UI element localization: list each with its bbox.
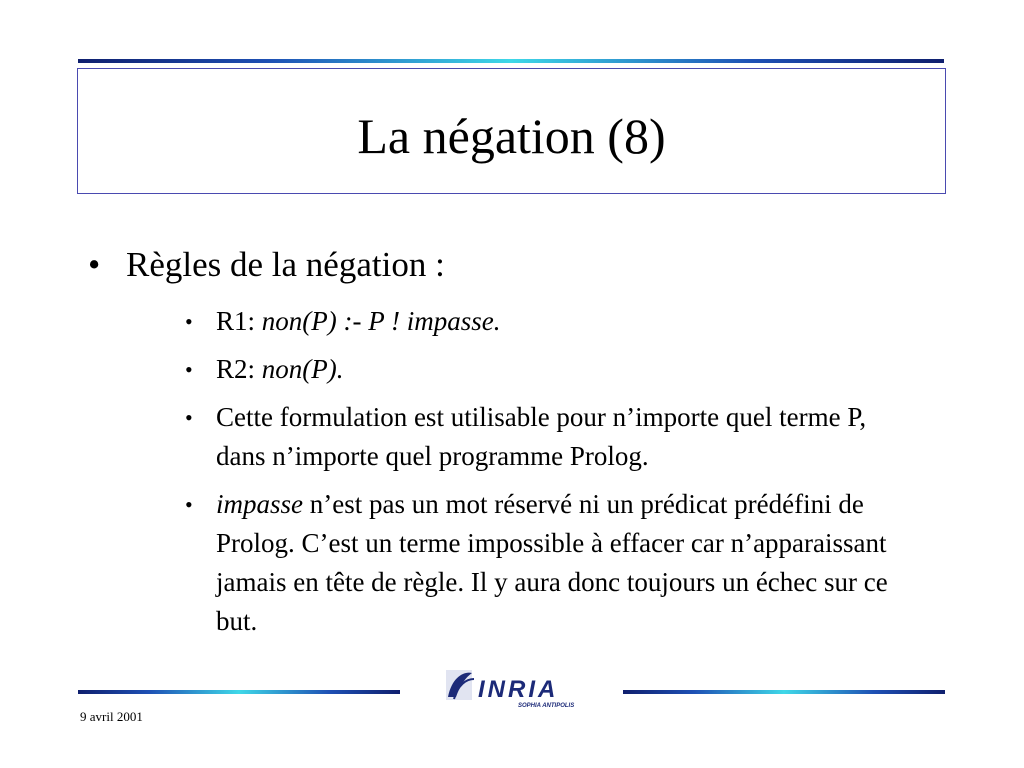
main-bullet-item <box>88 242 948 288</box>
main-bullet-text: Règles de la négation : <box>126 245 445 284</box>
r1-label: R1: <box>216 306 262 336</box>
bullet-icon: • <box>185 492 193 517</box>
bottom-divider-left <box>78 690 400 694</box>
inria-wordmark: INRIA <box>478 676 559 703</box>
sub-bullet-r1 <box>185 302 915 341</box>
bullet-icon: • <box>185 357 193 382</box>
inria-subtitle: SOPHIA ANTIPOLIS <box>518 703 575 709</box>
title-box <box>77 68 946 194</box>
slide-title: La négation (8) <box>357 108 666 164</box>
r2-label: R2: <box>216 354 262 384</box>
r2-rule: non(P). <box>261 354 344 384</box>
sub-bullet-formulation <box>185 398 915 476</box>
bullet-icon: • <box>88 245 101 284</box>
sub-bullet-list <box>185 302 915 641</box>
sub-bullet-r2 <box>185 350 915 389</box>
slide-body <box>88 242 948 650</box>
bottom-divider-right <box>623 690 945 694</box>
bullet-icon: • <box>185 405 193 430</box>
r1-rule: non(P) :- P ! impasse. <box>261 306 501 336</box>
impasse-term: impasse <box>216 489 303 519</box>
formulation-text: Cette formulation est utilisable pour n’importe quel terme P, dans n’importe quel programme Prolog. <box>216 402 867 471</box>
top-divider <box>78 59 944 63</box>
bullet-icon: • <box>185 309 193 334</box>
sub-bullet-impasse <box>185 485 915 641</box>
impasse-text: n’est pas un mot réservé ni un prédicat prédéfini de Prolog. C’est un terme impossible à effacer car n’apparaissant jamais en tête de règle. Il y aura donc toujours un échec sur ce but. <box>216 489 888 636</box>
inria-emblem-icon <box>446 670 474 700</box>
footer-date: 9 avril 2001 <box>80 709 143 724</box>
inria-logo <box>442 667 602 711</box>
